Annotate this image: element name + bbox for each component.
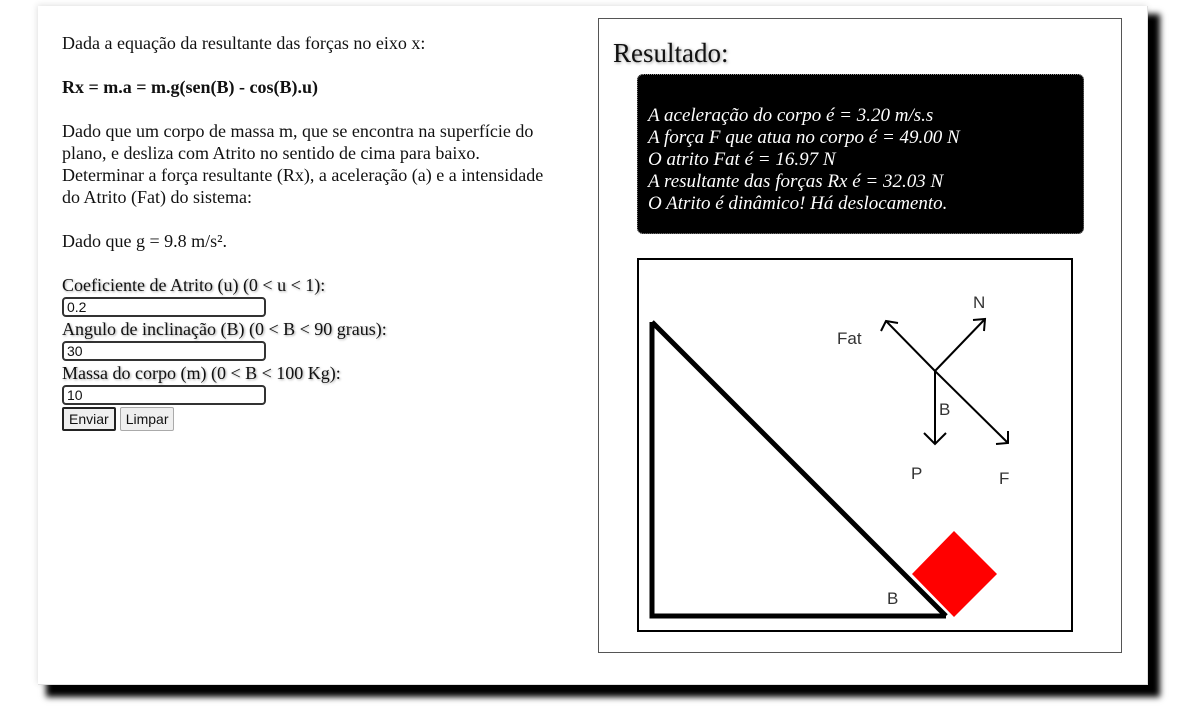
block-icon — [912, 531, 997, 617]
result-panel — [598, 18, 1122, 653]
force-angle-label: B — [939, 400, 951, 419]
friction-force-label: Fat — [837, 329, 862, 348]
problem-formula: Rx = m.a = m.g(sen(B) - cos(B).u) — [62, 77, 318, 97]
result-friction: O atrito Fat é = 16.97 N — [648, 149, 836, 170]
force-f-label: F — [999, 469, 1010, 488]
diagram-svg — [639, 260, 1071, 630]
result-force: A força F que atua no corpo é = 49.00 N — [648, 127, 960, 148]
submit-button[interactable]: Enviar — [62, 407, 116, 431]
weight-label: P — [911, 464, 923, 483]
friction-coefficient-label: Coeficiente de Atrito (u) (0 < u < 1): — [62, 275, 326, 295]
gravity-value: Dado que g = 9.8 m/s². — [62, 231, 228, 251]
inclined-plane-diagram — [637, 258, 1073, 632]
inclined-plane-icon — [652, 322, 946, 616]
form-buttons — [62, 407, 562, 431]
result-friction-type: O Atrito é dinâmico! Há deslocamento. — [648, 193, 948, 214]
mass-label: Massa do corpo (m) (0 < B < 100 Kg): — [62, 363, 341, 383]
friction-coefficient-input[interactable] — [62, 297, 266, 317]
result-acceleration: A aceleração do corpo é = 3.20 m/s.s — [648, 105, 934, 126]
mass-input[interactable] — [62, 385, 266, 405]
problem-task: Determinar a força resultante (Rx), a aceleração (a) e a intensidade do Atrito (Fat) do sistema: — [62, 165, 544, 207]
reset-button[interactable]: Limpar — [120, 407, 175, 431]
problem-intro: Dada a equação da resultante das forças no eixo x: — [62, 33, 426, 53]
problem-description: Dado que um corpo de massa m, que se encontra na superfície do plano, e desliza com Atrito no sentido de cima para baixo. — [62, 121, 534, 163]
problem-column — [62, 32, 562, 431]
incline-angle-label: Angulo de inclinação (B) (0 < B < 90 graus): — [62, 319, 387, 339]
force-vectors-icon — [881, 319, 1008, 444]
incline-angle-diagram-label: B — [887, 589, 899, 608]
input-form — [62, 274, 562, 431]
result-box — [637, 74, 1084, 234]
page-container — [38, 6, 1148, 685]
normal-force-label: N — [973, 293, 986, 312]
incline-angle-input[interactable] — [62, 341, 266, 361]
result-title: Resultado: — [613, 38, 729, 68]
result-resultant: A resultante das forças Rx é = 32.03 N — [648, 171, 944, 192]
